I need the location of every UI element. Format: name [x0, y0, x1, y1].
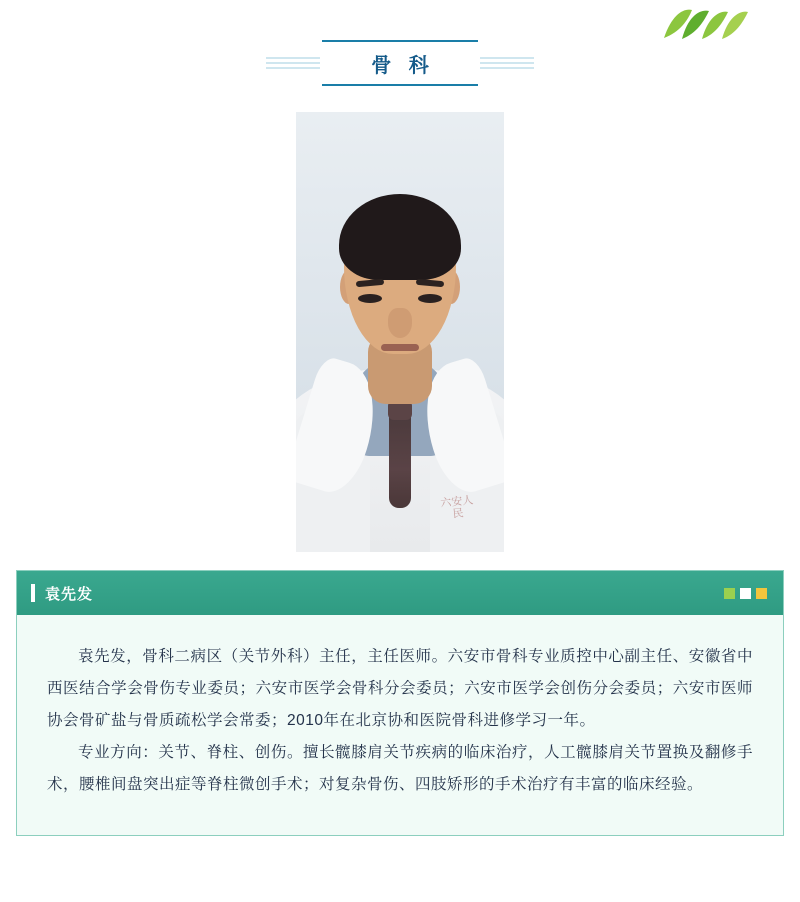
portrait-nose: [388, 308, 412, 338]
leaf-icon: [662, 8, 748, 42]
card-header: [17, 571, 783, 615]
portrait-wrapper: [0, 112, 800, 552]
doctor-info-card: [16, 570, 784, 836]
doctor-portrait: [296, 112, 504, 552]
card-body: [17, 615, 783, 835]
page-title-box: [322, 40, 478, 86]
bio-paragraph: 袁先发，骨科二病区（关节外科）主任，主任医师。六安市骨科专业质控中心副主任、安徽省中西医结合学会骨伤专业委员；六安市医学会骨科分会委员；六安市医学会创伤分会委员；六安市医师协会骨矿盐与骨质疏松学会常委；2010年在北京协和医院骨科进修学习一年。: [47, 648, 753, 729]
doctor-name: 袁先发: [45, 585, 94, 603]
square-white: [740, 588, 751, 599]
square-green: [724, 588, 735, 599]
portrait-eye-right: [418, 294, 442, 303]
page-title-wrapper: [0, 40, 800, 86]
portrait-tie: [389, 412, 411, 508]
portrait-stamp: 六安人民: [439, 494, 474, 521]
page-title: 骨 科: [371, 54, 435, 77]
square-yellow: [756, 588, 767, 599]
header-accent-bar: [31, 584, 35, 602]
portrait-eye-left: [358, 294, 382, 303]
portrait-mouth: [381, 344, 419, 351]
specialty-paragraph: 专业方向：关节、脊柱、创伤。擅长髋膝肩关节疾病的临床治疗，人工髋膝肩关节置换及翻修手术，腰椎间盘突出症等脊柱微创手术；对复杂骨伤、四肢矫形的手术治疗有丰富的临床经验。: [47, 744, 753, 793]
header-square-group: [724, 588, 767, 599]
